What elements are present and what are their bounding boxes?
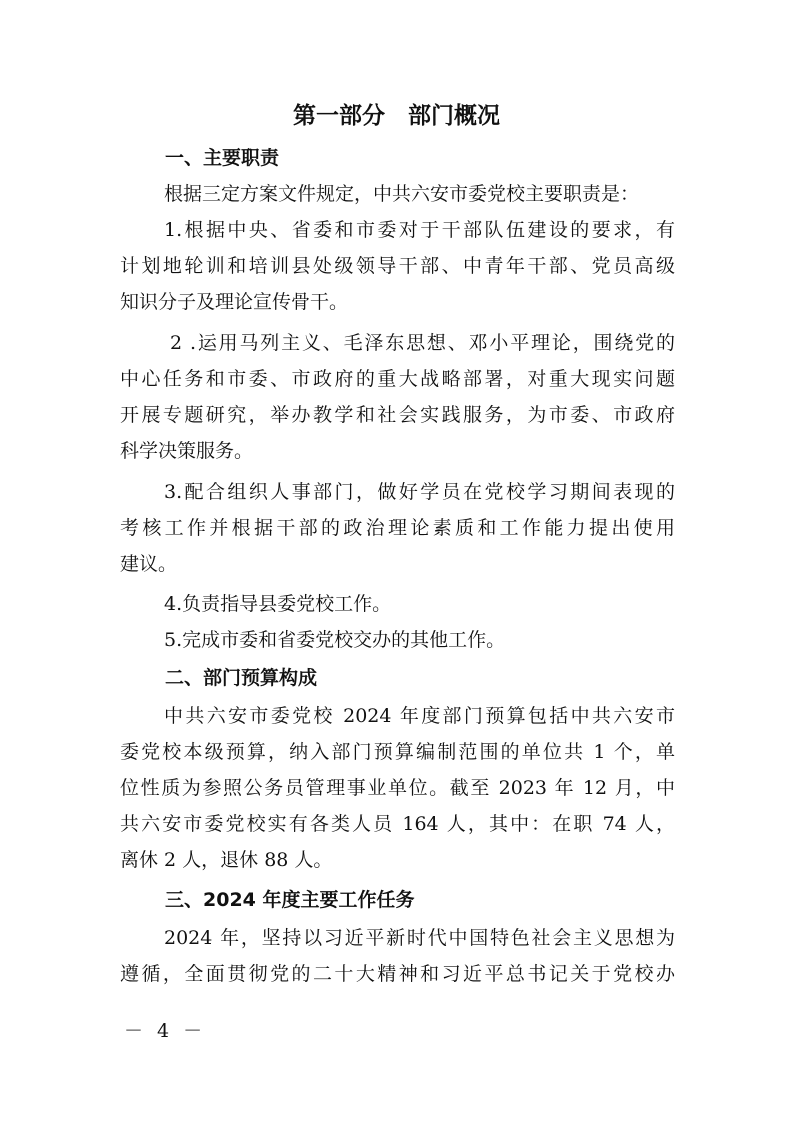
- paragraph-line: 离休 2 人，退休 88 人。: [120, 849, 333, 871]
- paragraph-line: 计划地轮训和培训县处级领导干部、中青年干部、党员高级: [120, 255, 675, 277]
- paragraph-line: 委党校本级预算，纳入部门预算编制范围的单位共 1 个，单: [120, 741, 675, 763]
- section-heading-budget-composition: 二、部门预算构成: [165, 667, 318, 689]
- paragraph-line: 考核工作并根据干部的政治理论素质和工作能力提出使用: [120, 517, 675, 539]
- paragraph-line: 5.完成市委和省委党校交办的其他工作。: [164, 629, 506, 651]
- paragraph-line: 开展专题研究，举办教学和社会实践服务，为市委、市政府: [120, 404, 675, 426]
- page-title: 第一部分 部门概况: [293, 103, 500, 129]
- paragraph-line: 中心任务和市委、市政府的重大战略部署，对重大现实问题: [120, 368, 675, 390]
- page-number: － 4 －: [124, 1020, 207, 1042]
- paragraph-line: 2024 年，坚持以习近平新时代中国特色社会主义思想为: [164, 927, 675, 949]
- paragraph-line: 3.配合组织人事部门，做好学员在党校学习期间表现的: [164, 481, 675, 503]
- paragraph-line: 知识分子及理论宣传骨干。: [120, 291, 349, 313]
- paragraph-line: 根据三定方案文件规定，中共六安市委党校主要职责是：: [164, 183, 640, 205]
- section-heading-main-tasks-2024: 三、2024 年度主要工作任务: [165, 889, 415, 911]
- paragraph-line: 位性质为参照公务员管理事业单位。截至 2023 年 12 月，中: [120, 777, 675, 799]
- paragraph-line: 4.负责指导县委党校工作。: [164, 593, 392, 615]
- paragraph-line: 遵循，全面贯彻党的二十大精神和习近平总书记关于党校办: [120, 963, 675, 985]
- paragraph-line: 中共六安市委党校 2024 年度部门预算包括中共六安市: [164, 705, 675, 727]
- paragraph-line: 建议。: [120, 553, 178, 575]
- paragraph-line: 1.根据中央、省委和市委对于干部队伍建设的要求，有: [164, 219, 675, 241]
- paragraph-line: 科学决策服务。: [120, 440, 254, 462]
- paragraph-line: 2 .运用马列主义、毛泽东思想、邓小平理论，围绕党的: [170, 332, 675, 354]
- paragraph-line: 共六安市委党校实有各类人员 164 人，其中：在职 74 人，: [120, 813, 675, 835]
- section-heading-main-duties: 一、主要职责: [165, 147, 280, 169]
